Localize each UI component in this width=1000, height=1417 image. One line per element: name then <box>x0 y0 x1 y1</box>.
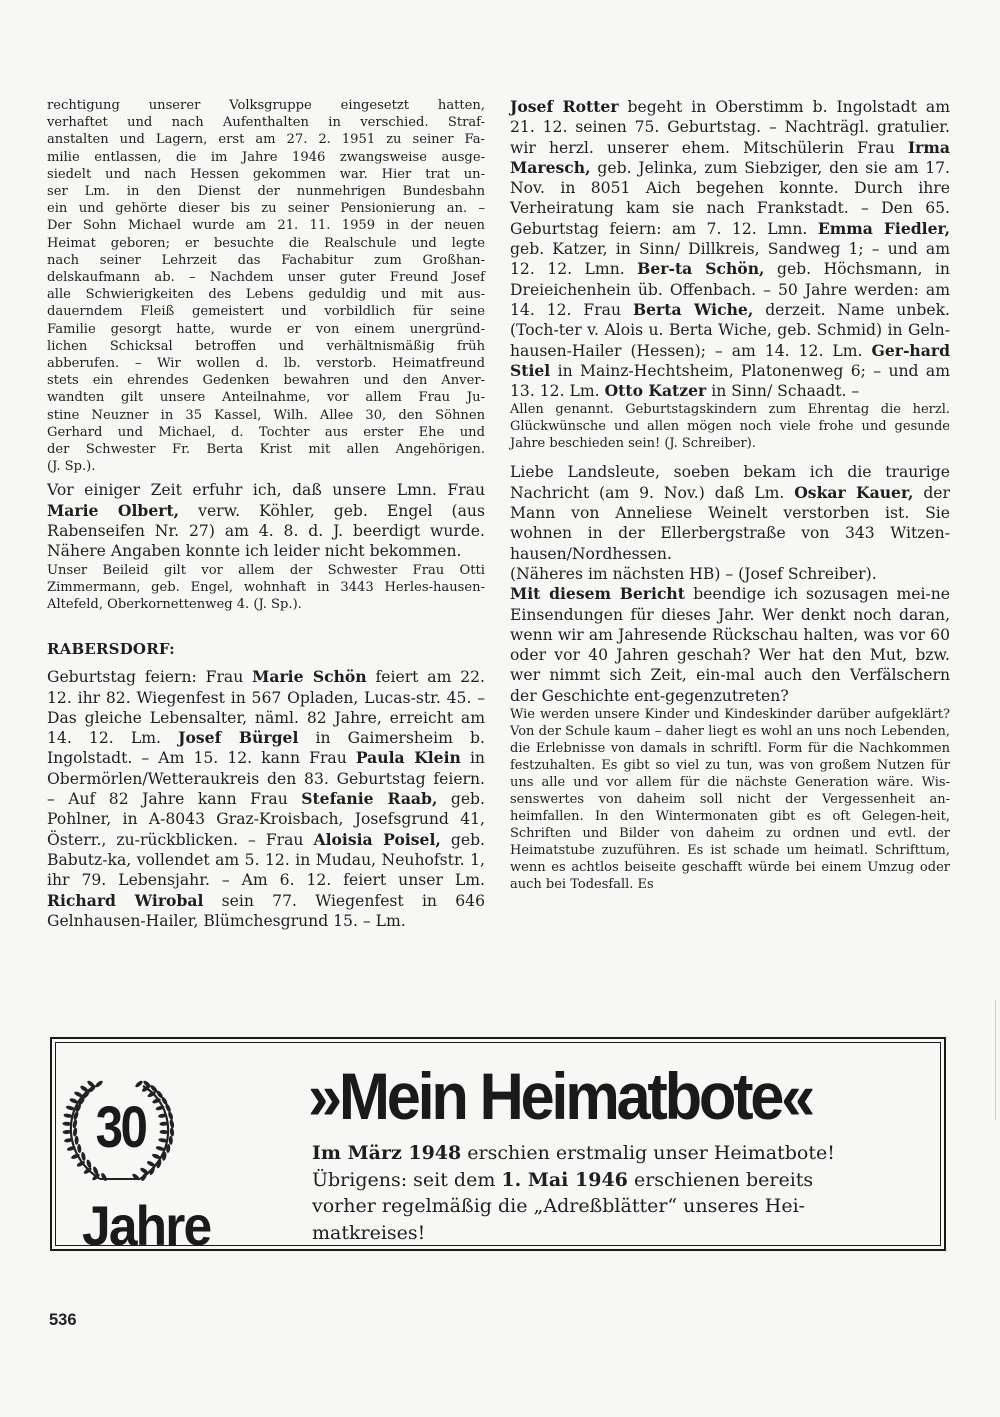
text-run: begeht in Oberstimm b. Ingolstadt am 21. 12. seinen 75. Geburtstag. – Nachträgl. gratulier. wir herzl. unserer ehem. Mitschülerin Frau <box>510 98 950 157</box>
text-line: dauerndem Fleiß gemeistert und vorbildlich für seine <box>47 304 485 320</box>
person-name: Josef Rotter <box>510 97 619 116</box>
text-line: Heimat geboren; er besuchte die Realschule und legte <box>47 235 485 251</box>
person-name: Berta Wiche, <box>632 299 754 319</box>
text-line: ser Lm. in den Dienst der nunmehrigen Bundesbahn <box>47 184 485 200</box>
person-name: Marie Olbert, <box>47 500 180 520</box>
text-run: geb. Pohlner, in A-8043 Graz-Kroisbach, Josefsgrund 41, Österr., zu-rückblicken. – Frau <box>47 790 485 849</box>
text-line: milie entlassen, die im Jahre 1946 zwangsweise ausge- <box>47 149 485 165</box>
text-run: beendige ich sozusagen mei-ne Einsendungen für dieses Jahr. Wer denkt noch daran, wenn wir am Jahresende Rückschau halten, was vor 60 oder vor 40 Jahren geschah? Wer hat den Mut, bzw. wer nimmt sich Zeit, ein-mal auch den Verfälschern der Geschichte ent-gegenzutreten? <box>510 585 950 705</box>
closing-paragraph <box>510 584 950 706</box>
page-number: 536 <box>49 1311 77 1329</box>
text-run: in Sinn/ Schaadt. – <box>706 382 860 401</box>
text-run: Übrigens: seit dem <box>312 1168 502 1191</box>
scan-edge-mark <box>995 1000 996 1120</box>
text-run: Vor einiger Zeit erfuhr ich, daß unsere Lmn. Frau <box>47 481 485 500</box>
laurel-leaf <box>167 1111 174 1121</box>
ad-title: »Mein Heimatbote« <box>308 1059 813 1133</box>
person-name: Oskar Kauer, <box>794 482 914 502</box>
condolence-paragraph: Unser Beileid gilt vor allem der Schwester Frau Otti Zimmermann, geb. Engel, wohnhaft in 3443 Herles-hausen-Altefeld, Oberkornettenweg 4. (J. Sp.). <box>47 562 485 613</box>
text-run: geb. Katzer, in Sinn/ Dillkreis, Sandweg 1; – und am 12. 12. Lmn. <box>510 240 950 279</box>
section-heading-rabersdorf: RABERSDORF: <box>47 640 175 659</box>
text-run: geb. Babutz-ka, vollendet am 5. 12. in Mudau, Neuhofstr. 1, ihr 79. Lebensjahr. – Am 6. 12. feiert unser Lm. <box>47 830 486 890</box>
text-run: geb. Höchsmann, in Dreieichenhein üb. Offenbach. – 50 Jahre werden: am 14. 12. Frau <box>510 260 950 319</box>
person-name: Paula Klein <box>355 748 461 768</box>
greetings-paragraph: Allen genannt. Geburtstagskindern zum Ehrentag die herzl. Glückwünsche und allen mögen noch viele frohe und gesunde Jahre beschieden sein! (J. Schreiber). <box>510 402 950 452</box>
laurel-leaf <box>75 1136 79 1145</box>
laurel-leaf <box>169 1127 174 1136</box>
text-line: stine Neuzner in 35 Kassel, Wilh. Allee 30, den Söhnen <box>47 407 485 423</box>
signature-line: (Näheres im nächsten HB) – (Josef Schreiber). <box>510 564 877 583</box>
anniversary-number: 30 <box>95 1095 146 1160</box>
laurel-leaf <box>94 1080 103 1089</box>
person-name: Stefanie Raab, <box>301 789 438 809</box>
ad-line: matkreises! <box>312 1221 426 1244</box>
left-column <box>47 97 485 931</box>
person-name: Ber-ta Schön, <box>637 259 765 279</box>
text-line: der Schwester Fr. Berta Krist mit allen Angehörigen. <box>47 442 485 458</box>
laurel-leaf <box>131 1173 140 1182</box>
laurel-leaf <box>77 1144 82 1153</box>
death-notice-paragraph <box>47 480 485 561</box>
text-line: (J. Sp.). <box>47 459 96 475</box>
ad-line: vorher regelmäßig die „Adreßblätter“ unseres Hei- <box>312 1195 806 1217</box>
text-line: nach seiner Lehrzeit das Fachabitur zum Großhan- <box>47 252 485 268</box>
text-line: Familie gesorgt hatte, wurde er von einem unergründ- <box>47 321 485 337</box>
text-line: verhaftet und nach Aufenthalten in verschied. Straf- <box>47 115 485 131</box>
text-run: derzeit. Name unbek. (Toch-ter v. Alois u. Berta Wiche, geb. Schmid) in Geln-hausen-Hailer (Hessen); – am 14. 12. Lm. <box>510 300 950 360</box>
text-run: verw. Köhler, geb. Engel (aus Rabenseifen Nr. 27) am 4. 8. d. J. beerdigt wurde. Nähere Angaben konnte ich leider nicht bekommen. <box>47 501 485 561</box>
obituary-paragraph <box>47 97 485 475</box>
text-run: in Gaimersheim b. Ingolstadt. – Am 15. 12. kann Frau <box>47 729 485 768</box>
text-line: rechtigung unserer Volksgruppe eingesetzt hatten, <box>47 98 485 113</box>
text-run: geb. Jelinka, zum Siebziger, den sie am 17. Nov. in 8051 Aich begehen konnte. Durch ihre Verheiratung kam sie nach Frankstadt. – Den 65. Geburtstag feiern: am 7. 12. Lmn. <box>510 158 950 238</box>
person-name: Emma Fiedler, <box>817 218 950 238</box>
text-run: der Mann von Anneliese Weinelt verstorben ist. Sie wohnen in der Ellerbergstraße von 343 Witzen-hausen/Nordhessen. <box>510 483 950 563</box>
laurel-leaf <box>134 1080 143 1089</box>
birthday-paragraph <box>47 667 485 931</box>
person-name: Josef Bürgel <box>178 728 299 748</box>
text-run: sein 77. Wiegenfest in 646 Gelnhausen-Hailer, Blümchesgrund 15. – Lm. <box>47 891 485 930</box>
person-name: Ger-hard Stiel <box>510 340 950 380</box>
reflection-paragraph: Wie werden unsere Kinder und Kindeskinder darüber aufgeklärt? Von der Schule kaum – daher liegt es wohl an uns noch Lebenden, die Erlebnisse von damals in schriftl. Form für die Nachkommen festzuhalten. Es gibt so viel zu tun, was von großem Nutzen für uns alle und vor allem für die nächste Generation wäre. Wis-senswertes von daheim soll nicht der Vergessenheit an-heimfallen. In den Wintermonaten gibt es oft Gelegen-heit, Schriften und Bilder von daheim zu ordnen und evtl. der Heimatstube zuzuführen. Es ist schade um heimatl. Schrifttum, wenn es achtlos beiseite geschafft würde bei einem Umzug oder auch bei Todesfall. Es <box>510 707 950 893</box>
text-line: wandten gilt unsere Anteilnahme, vor allem Frau Ju- <box>47 390 485 406</box>
text-run: erschien erstmalig unser Heimatbote! <box>461 1142 835 1164</box>
text-line: stets ein ehrendes Gedenken bewahren und den Anver- <box>47 373 485 389</box>
person-name: Aloisia Poisel, <box>313 829 441 849</box>
ad-body <box>312 1140 912 1246</box>
text-line: alle Schwierigkeiten des Lebens geduldig und mit aus- <box>47 287 485 303</box>
birthday-list-paragraph <box>510 97 950 401</box>
ad-date-bold: Im März 1948 <box>312 1142 462 1164</box>
text-line: lichen Schicksal betroffen und verhältnismäßig früh <box>47 338 485 354</box>
text-line: Der Sohn Michael wurde am 21. 11. 1959 in der neuen <box>47 218 485 234</box>
person-name: Richard Wirobal <box>47 890 204 910</box>
laurel-leaf <box>73 1127 78 1136</box>
text-run: Liebe Landsleute, soeben bekam ich die traurige Nachricht (am 9. Nov.) daß Lm. <box>510 463 950 502</box>
laurel-leaf <box>169 1119 175 1129</box>
ad-line <box>312 1140 912 1167</box>
ad-date-bold: 1. Mai 1946 <box>501 1168 628 1191</box>
anniversary-label: Jahre <box>82 1194 211 1257</box>
ad-line <box>312 1167 912 1194</box>
person-name: Otto Katzer <box>604 381 707 401</box>
person-name: Marie Schön <box>252 667 367 687</box>
laurel-leaf <box>169 1136 173 1145</box>
right-column <box>510 97 950 893</box>
text-run: erschienen bereits <box>627 1168 814 1191</box>
text-run: in Mainz-Hechtsheim, Platonenweg 6; – und am 13. 12. Lm. <box>510 361 950 401</box>
text-line: delskaufmann ab. – Nachdem unser guter Freund Josef <box>47 270 485 286</box>
text-run: feiert am 22. 12. ihr 82. Wiegenfest in 567 Opladen, Lucas-str. 45. – Das gleiche Lebensalter, näml. 82 Jahre, erreicht am 14. 12. Lm. <box>47 668 485 748</box>
text-run: in Obermörlen/Wetteraukreis den 83. Geburtstag feiern. – Auf 82 Jahre kann Frau <box>47 749 485 809</box>
person-name: Irma Maresch, <box>510 137 950 177</box>
text-line: Gerhard und Michael, d. Tochter aus erster Ehe und <box>47 424 485 440</box>
text-line: ein und gehörte dieser bis zu seiner Pensionierung an. – <box>47 201 485 217</box>
text-line: abberufen. – Wir wollen d. lb. verstorb. Heimatfreund <box>47 356 485 372</box>
text-run: Geburtstag feiern: Frau <box>47 668 253 687</box>
text-line: siedelt und nach Hessen gekommen war. Hier trat un- <box>47 166 485 182</box>
laurel-leaf <box>100 1172 108 1182</box>
text-line: anstalten und Lagern, erst am 27. 2. 1951 zu seiner Fa- <box>47 132 485 148</box>
person-name: Mit diesem Bericht <box>510 584 685 604</box>
death-notice-paragraph <box>510 462 950 563</box>
laurel-leaf <box>72 1119 78 1129</box>
